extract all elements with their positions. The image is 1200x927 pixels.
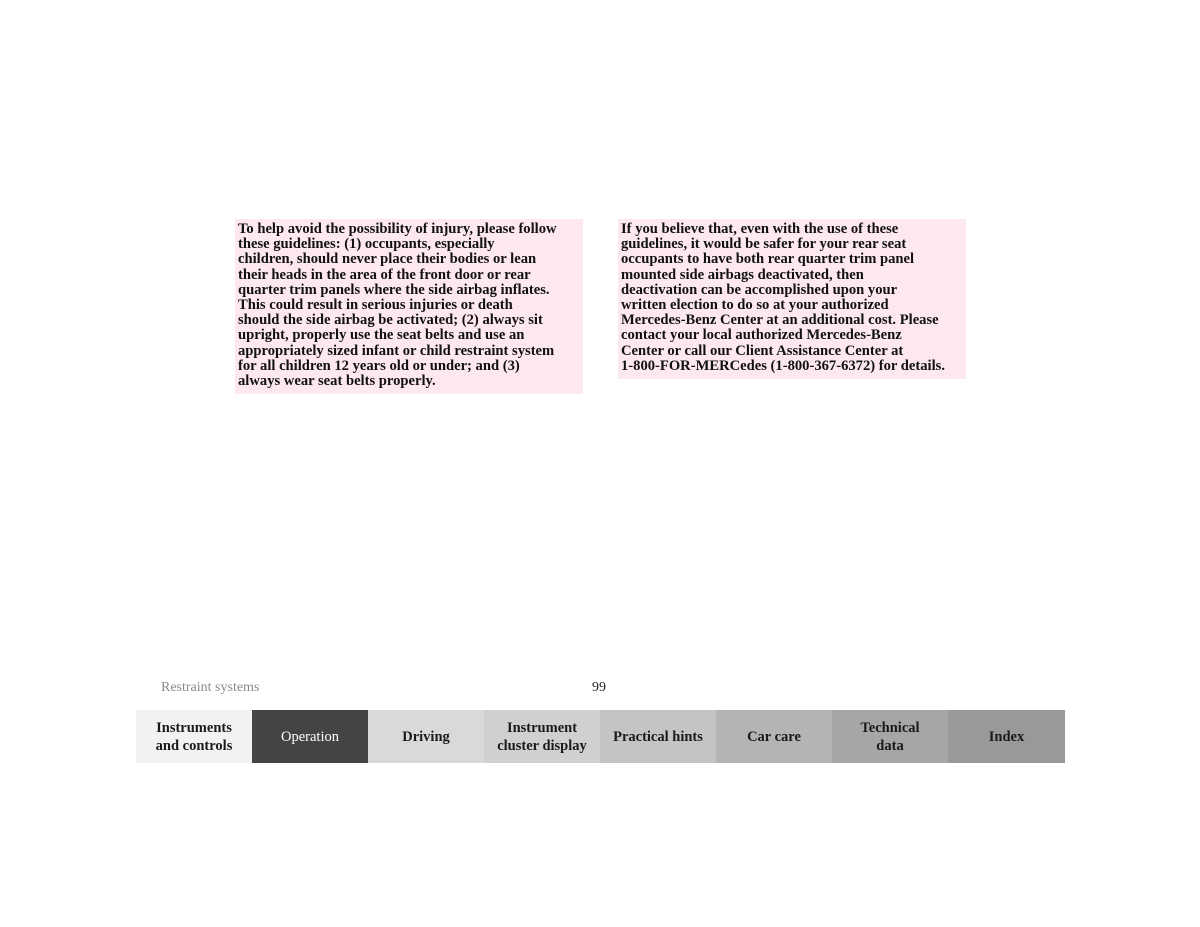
warning-line: occupants to have both rear quarter trim panel	[621, 251, 915, 268]
warning-line: This could result in serious injuries or death	[238, 297, 513, 314]
nav-tab-index[interactable]: Index	[948, 710, 1065, 763]
chapter-nav-bar	[136, 710, 1065, 763]
warning-line: written election to do so at your authorized	[621, 297, 889, 314]
warning-box-left	[235, 219, 583, 394]
warning-line: their heads in the area of the front door or rear	[238, 266, 531, 283]
warning-line: 1-800-FOR-MERCedes (1-800-367-6372) for details.	[621, 357, 945, 374]
warning-box-right	[618, 219, 966, 379]
warning-line: mounted side airbags deactivated, then	[621, 266, 864, 283]
warning-line: children, should never place their bodies or lean	[238, 251, 537, 268]
page-number: 99	[592, 680, 606, 695]
nav-tab-instruments-and-controls[interactable]: Instruments and controls	[136, 710, 252, 763]
warning-line: should the side airbag be activated; (2) always sit	[238, 312, 543, 329]
warning-line: upright, properly use the seat belts and use an	[238, 327, 525, 344]
nav-tab-technical-data[interactable]: Technical data	[832, 710, 948, 763]
warning-line: guidelines, it would be safer for your rear seat	[621, 236, 907, 253]
warning-line: appropriately sized infant or child restraint system	[238, 342, 555, 359]
nav-tab-operation[interactable]: Operation	[252, 710, 368, 763]
warning-line: for all children 12 years old or under; and (3)	[238, 357, 520, 374]
nav-tab-car-care[interactable]: Car care	[716, 710, 832, 763]
warning-line: If you believe that, even with the use of these	[621, 221, 899, 237]
nav-tab-practical-hints[interactable]: Practical hints	[600, 710, 716, 763]
section-label: Restraint systems	[161, 680, 260, 695]
warning-line: contact your local authorized Mercedes-Benz	[621, 327, 902, 344]
warning-line: always wear seat belts properly.	[238, 373, 436, 390]
warning-line: Mercedes-Benz Center at an additional cost. Please	[621, 312, 939, 329]
nav-tab-instrument-cluster-display[interactable]: Instrument cluster display	[484, 710, 600, 763]
nav-tab-driving[interactable]: Driving	[368, 710, 484, 763]
warning-line: quarter trim panels where the side airbag inflates.	[238, 281, 550, 298]
warning-line: these guidelines: (1) occupants, especially	[238, 236, 495, 253]
warning-line: Center or call our Client Assistance Center at	[621, 342, 904, 359]
warning-line: deactivation can be accomplished upon your	[621, 281, 898, 298]
warning-line: To help avoid the possibility of injury, please follow	[238, 221, 557, 237]
